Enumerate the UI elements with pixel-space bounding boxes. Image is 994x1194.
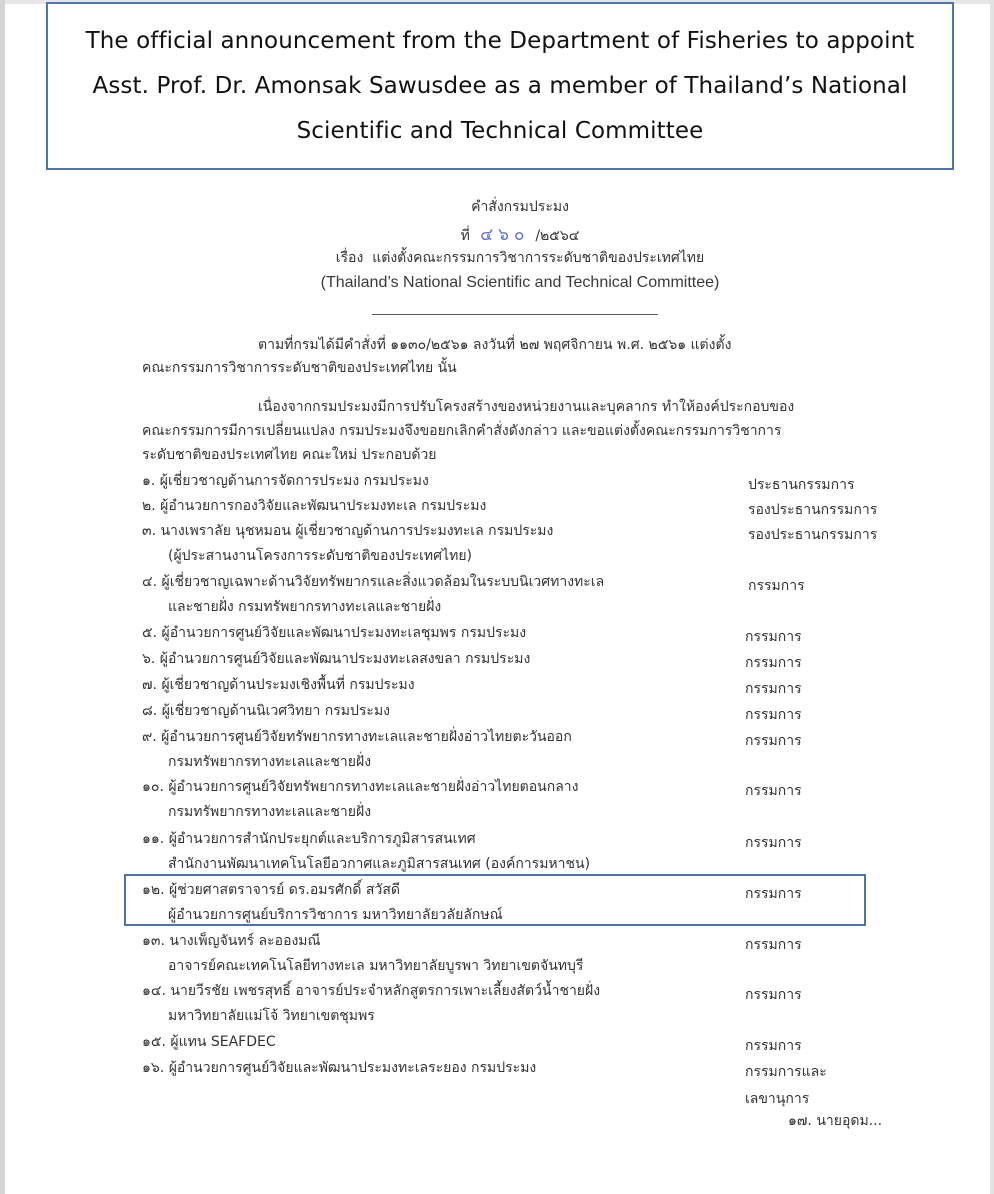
member-role: กรรมการและ bbox=[745, 1064, 827, 1080]
member-text: ผู้อำนวยการศูนย์วิจัยทรัพยากรทางทะเลและชายฝั่งอ่าวไทยตะวันออก bbox=[161, 729, 572, 745]
member-role: กรรมการ bbox=[745, 655, 802, 671]
member-text: นางเพ็ญจันทร์ ละอองมณี bbox=[169, 933, 321, 949]
member-item bbox=[142, 674, 415, 696]
member-role: กรรมการ bbox=[745, 886, 802, 902]
paragraph1-line: ตามที่กรมได้มีคำสั่งที่ ๑๑๓๐/๒๕๖๑ ลงวันที่ ๒๗ พฤศจิกายน พ.ศ. ๒๕๖๑ แต่งตั้ง bbox=[258, 337, 732, 353]
member-text: ผู้เชี่ยวชาญด้านประมงเชิงพื้นที่ กรมประมง bbox=[161, 677, 415, 693]
subject-text: แต่งตั้งคณะกรรมการวิชาการระดับชาติของประเทศไทย bbox=[372, 250, 705, 266]
member-role: กรรมการ bbox=[745, 783, 802, 799]
member-item bbox=[142, 1057, 536, 1079]
member-item bbox=[142, 726, 572, 748]
member-number: ๖. bbox=[142, 651, 156, 667]
member-role: เลขานุการ bbox=[745, 1091, 810, 1107]
member-role: กรรมการ bbox=[745, 681, 802, 697]
member-item bbox=[142, 930, 321, 952]
member-role: กรรมการ bbox=[745, 937, 802, 953]
member-item bbox=[142, 1031, 276, 1053]
member-item-continuation bbox=[168, 596, 441, 618]
member-text: ผู้อำนวยการสำนักประยุกต์และบริการภูมิสารสนเทศ bbox=[168, 831, 476, 847]
member-role: รองประธานกรรมการ bbox=[748, 527, 878, 543]
english-title: (Thailand’s National Scientific and Technical Committee) bbox=[320, 274, 720, 291]
caption-box bbox=[46, 2, 954, 170]
member-text: กรมทรัพยากรทางทะเลและชายฝั่ง bbox=[168, 754, 372, 770]
member-number: ๑๑. bbox=[142, 831, 165, 847]
member-number: ๑๔. bbox=[142, 983, 166, 999]
member-text: ผู้อำนวยการศูนย์วิจัยทรัพยากรทางทะเลและชายฝั่งอ่าวไทยตอนกลาง bbox=[168, 779, 579, 795]
member-number: ๑๓. bbox=[142, 933, 165, 949]
member-text: นายวีรชัย เพชรสุทธิ์ อาจารย์ประจำหลักสูตรการเพาะเลี้ยงสัตว์น้ำชายฝั่ง bbox=[170, 983, 601, 999]
member-item bbox=[142, 828, 476, 850]
member-number: ๑๒. bbox=[142, 882, 165, 898]
member-text: ผู้เชี่ยวชาญเฉพาะด้านวิจัยทรัพยากรและสิ่งแวดล้อมในระบบนิเวศทางทะเล bbox=[161, 574, 605, 590]
member-text: ผู้เชี่ยวชาญด้านการจัดการประมง กรมประมง bbox=[159, 473, 429, 489]
member-text: มหาวิทยาลัยแม่โจ้ วิทยาเขตชุมพร bbox=[168, 1008, 375, 1024]
member-number: ๑๖. bbox=[142, 1060, 165, 1076]
member-number: ๑๕. bbox=[142, 1034, 166, 1050]
member-item-continuation bbox=[168, 545, 472, 567]
header-divider bbox=[372, 314, 658, 315]
member-item bbox=[142, 980, 600, 1002]
member-item-continuation bbox=[168, 1005, 375, 1027]
caption-line: The official announcement from the Department of Fisheries to appoint bbox=[85, 27, 915, 54]
member-number: ๙. bbox=[142, 729, 157, 745]
paragraph2-line: ระดับชาติของประเทศไทย คณะใหม่ ประกอบด้วย bbox=[142, 447, 437, 463]
member-text: สำนักงานพัฒนาเทคโนโลยีอวกาศและภูมิสารสนเทศ (องค์การมหาชน) bbox=[168, 856, 591, 872]
member-text: ผู้อำนวยการกองวิจัยและพัฒนาประมงทะเล กรมประมง bbox=[160, 498, 487, 514]
member-text: ผู้อำนวยการศูนย์วิจัยและพัฒนาประมงทะเลชุมพร กรมประมง bbox=[161, 625, 527, 641]
member-text: กรมทรัพยากรทางทะเลและชายฝั่ง bbox=[168, 804, 372, 820]
paragraph1-line: คณะกรรมการวิชาการระดับชาติของประเทศไทย นั้น bbox=[142, 360, 457, 376]
member-text: นางเพราลัย นุชหมอน ผู้เชี่ยวชาญด้านการประมงทะเล กรมประมง bbox=[160, 523, 554, 539]
member-role: กรรมการ bbox=[745, 707, 802, 723]
member-item bbox=[142, 495, 486, 517]
member-role: รองประธานกรรมการ bbox=[748, 502, 878, 518]
caption-line: Scientific and Technical Committee bbox=[296, 117, 704, 144]
member-text: และชายฝั่ง กรมทรัพยากรทางทะเลและชายฝั่ง bbox=[168, 599, 442, 615]
subject-label: เรื่อง bbox=[335, 250, 364, 266]
member-text: อาจารย์คณะเทคโนโลยีทางทะเล มหาวิทยาลัยบูรพา วิทยาเขตจันทบุรี bbox=[168, 958, 584, 974]
member-text: ผู้เชี่ยวชาญด้านนิเวศวิทยา กรมประมง bbox=[161, 703, 391, 719]
member-text: (ผู้ประสานงานโครงการระดับชาติของประเทศไทย) bbox=[168, 548, 472, 564]
member-role: กรรมการ bbox=[745, 987, 802, 1003]
member-number: ๘. bbox=[142, 703, 158, 719]
member-item-continuation bbox=[168, 751, 371, 773]
order-number-handwritten: ๔๖๐ bbox=[480, 225, 530, 245]
member-number: ๑๐. bbox=[142, 779, 164, 795]
member-role: ประธานกรรมการ bbox=[748, 477, 855, 493]
member-text: ผู้ช่วยศาสตราจารย์ ดร.อมรศักดิ์ สวัสดี bbox=[169, 882, 400, 898]
member-item bbox=[142, 648, 530, 670]
member-text: ผู้แทน SEAFDEC bbox=[170, 1034, 276, 1050]
member-item-continuation bbox=[168, 955, 583, 977]
member-item bbox=[142, 700, 390, 722]
member-role: กรรมการ bbox=[748, 578, 805, 594]
member-number: ๒. bbox=[142, 498, 156, 514]
paragraph2-line: คณะกรรมการมีการเปลี่ยนแปลง กรมประมงจึงขอยกเลิกคำสั่งดังกล่าว และขอแต่งตั้งคณะกรรมการวิชาการ bbox=[142, 423, 782, 439]
member-item-continuation bbox=[168, 853, 590, 875]
member-item bbox=[142, 470, 429, 492]
member-role: กรรมการ bbox=[745, 835, 802, 851]
order-title: คำสั่งกรมประมง bbox=[471, 199, 569, 215]
order-subject bbox=[0, 247, 994, 269]
member-item bbox=[142, 520, 553, 542]
member-item bbox=[142, 622, 526, 644]
member-text: ผู้อำนวยการศูนย์บริการวิชาการ มหาวิทยาลัยวลัยลักษณ์ bbox=[168, 907, 503, 923]
order-number-year: /๒๕๖๔ bbox=[535, 228, 580, 244]
continuation-text: ๑๗. นายอุดม... bbox=[788, 1113, 883, 1129]
caption-line: Asst. Prof. Dr. Amonsak Sawusdee as a member of Thailand’s National bbox=[92, 72, 908, 99]
member-role: กรรมการ bbox=[745, 733, 802, 749]
member-item-continuation bbox=[168, 801, 371, 823]
member-text: ผู้อำนวยการศูนย์วิจัยและพัฒนาประมงทะเลระยอง กรมประมง bbox=[168, 1060, 537, 1076]
highlight-box-member-12 bbox=[124, 874, 866, 926]
member-role: กรรมการ bbox=[745, 1038, 802, 1054]
member-text: ผู้อำนวยการศูนย์วิจัยและพัฒนาประมงทะเลสงขลา กรมประมง bbox=[159, 651, 531, 667]
member-item bbox=[142, 776, 578, 798]
order-number-prefix: ที่ bbox=[460, 228, 470, 244]
paragraph2-line: เนื่องจากกรมประมงมีการปรับโครงสร้างของหน่วยงานและบุคลากร ทำให้องค์ประกอบของ bbox=[258, 399, 795, 415]
order-number bbox=[0, 221, 994, 248]
member-role: กรรมการ bbox=[745, 629, 802, 645]
member-number: ๑. bbox=[142, 473, 156, 489]
member-number: ๕. bbox=[142, 625, 158, 641]
member-number: ๗. bbox=[142, 677, 157, 693]
member-number: ๔. bbox=[142, 574, 158, 590]
member-number: ๓. bbox=[142, 523, 157, 539]
member-item bbox=[142, 571, 604, 593]
